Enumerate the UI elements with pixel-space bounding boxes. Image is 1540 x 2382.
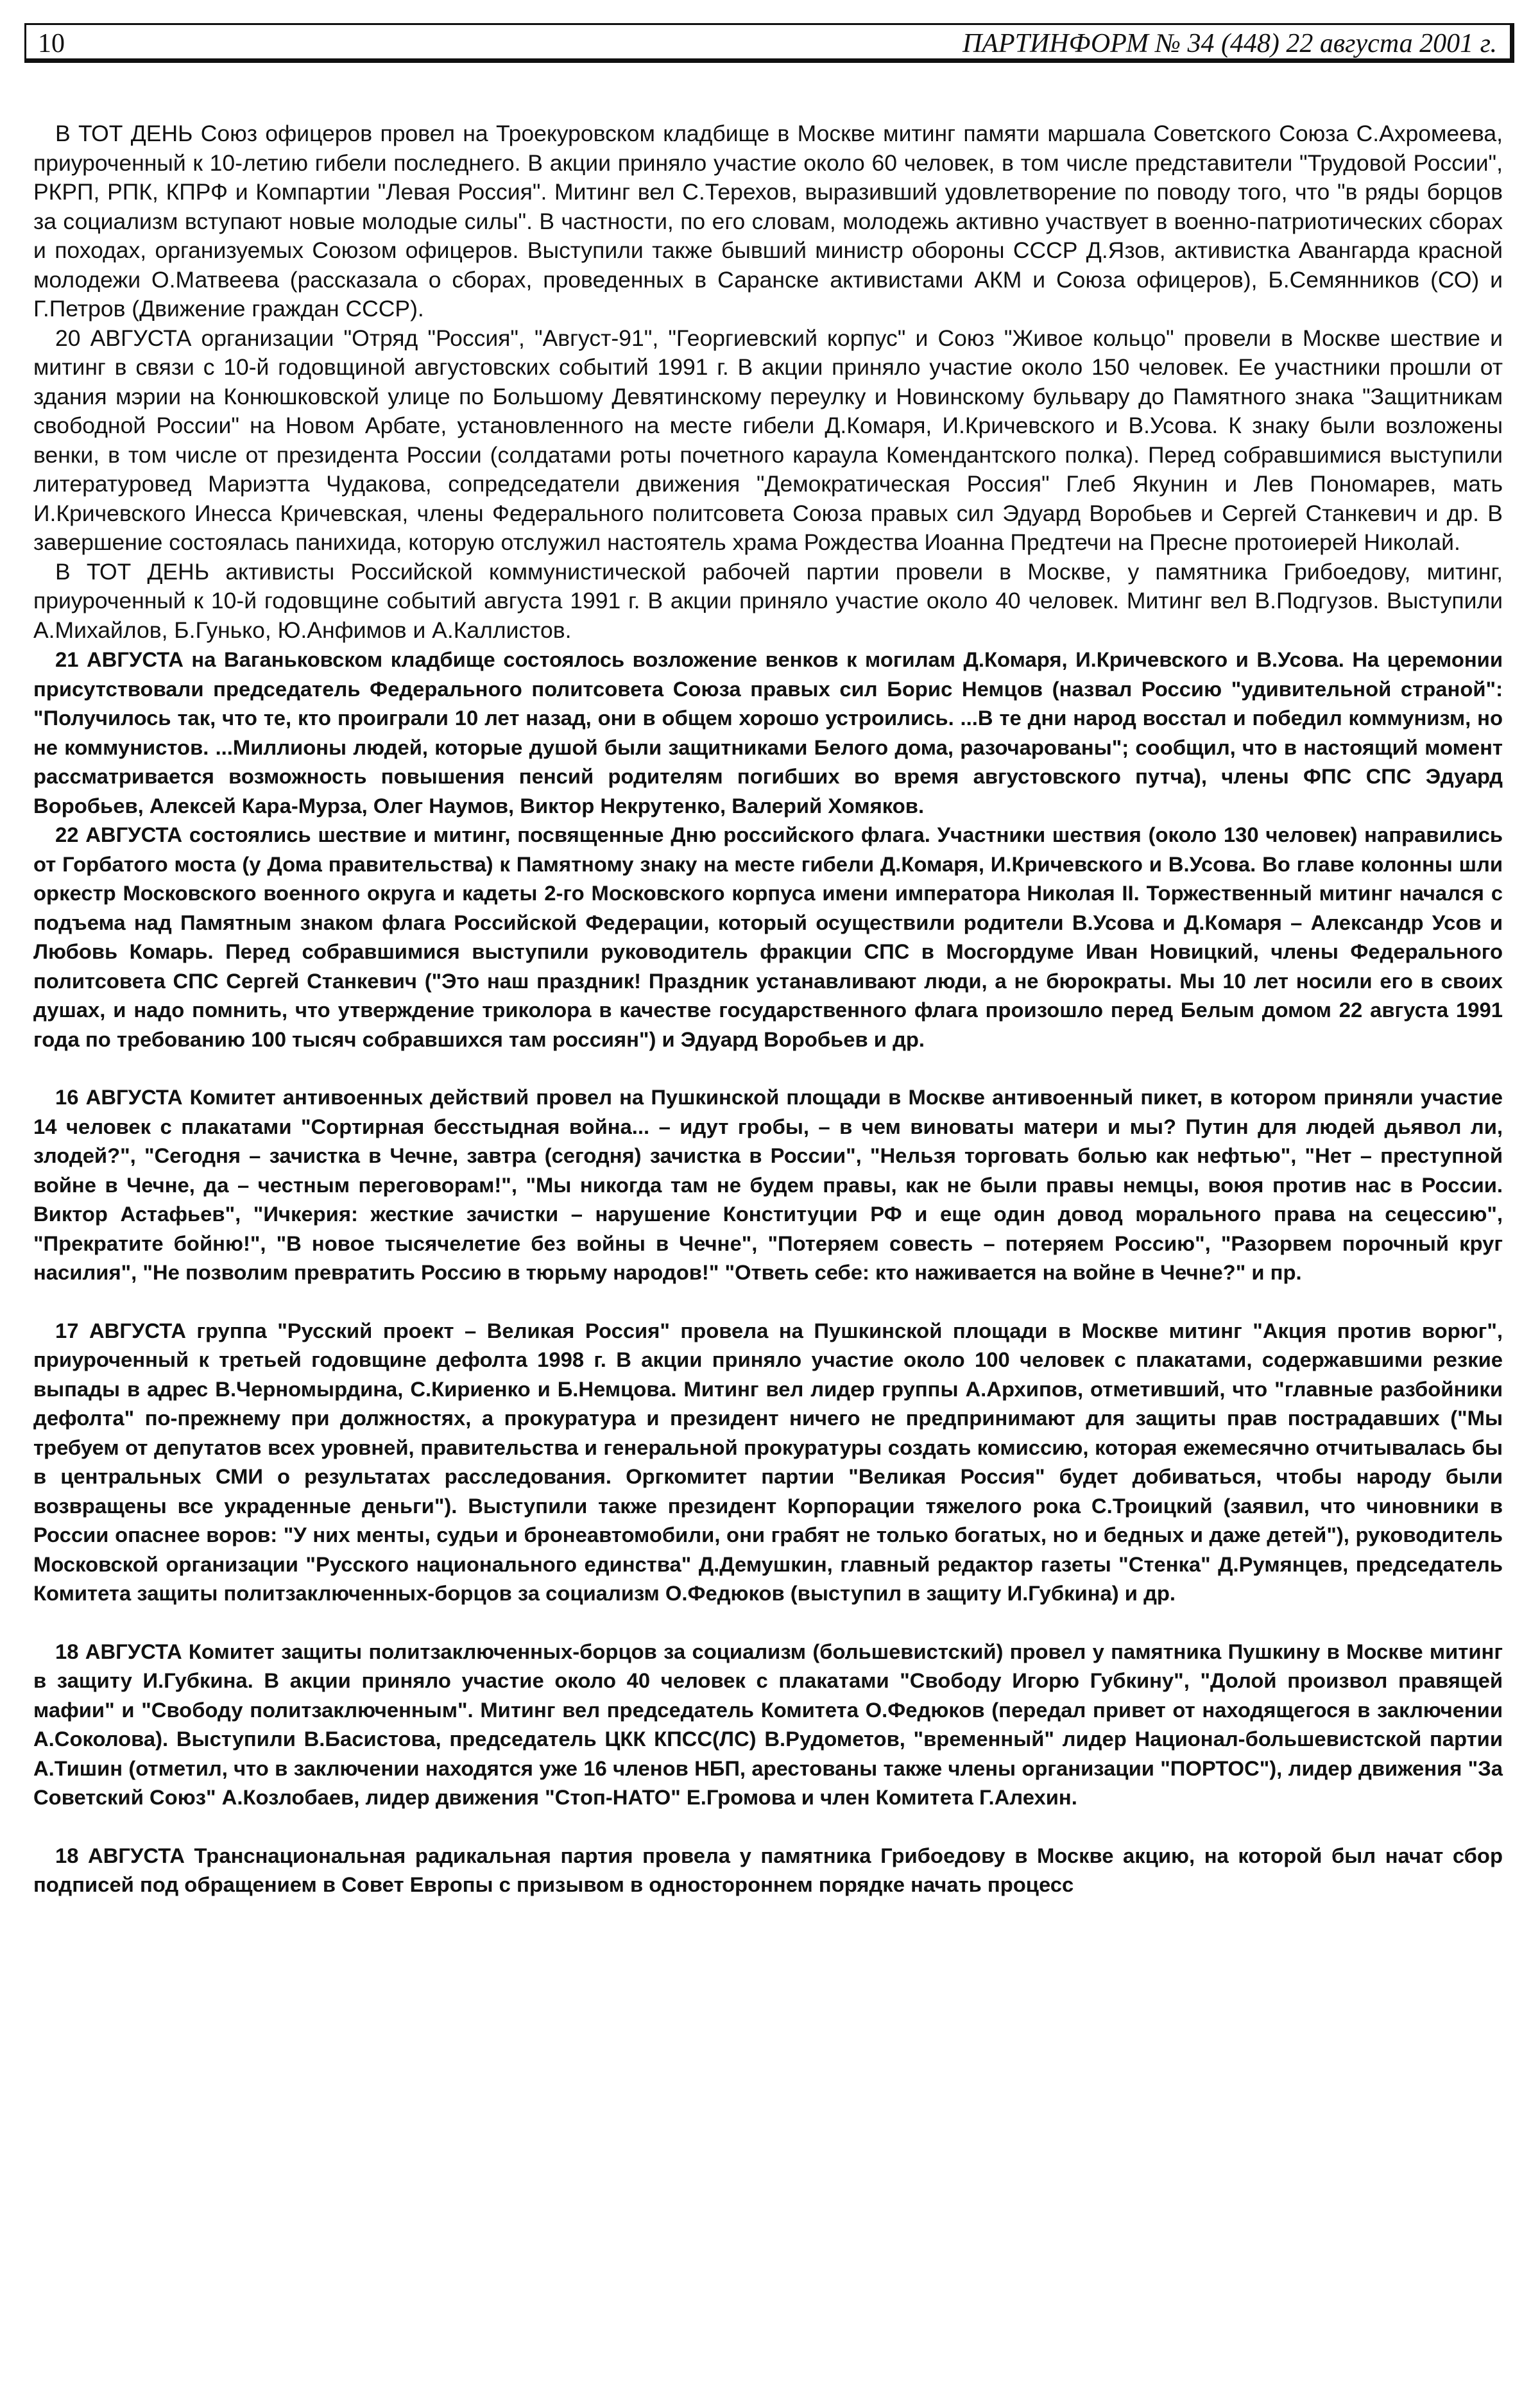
page-header bbox=[24, 23, 1514, 63]
paragraph-bold: 21 АВГУСТА на Ваганьковском кладбище состоялось возложение венков к могилам Д.Комаря, И.Кричевского и В.Усова. На церемонии присутствовали председатель Федерального политсовета Союза правых сил Борис Немцов (назвал Россию "удивительной страной": "Получилось так, что те, кто проиграли 10 лет назад, они в общем хорошо устроились. ...В те дни народ восстал и победил коммунизм, но не коммунистов. ...Миллионы людей, которые душой были защитниками Белого дома, разочарованы"; сообщил, что в настоящий момент рассматривается возможность повышения пенсий родителям погибших во время августовского путча), члены ФПС СПС Эдуард Воробьев, Алексей Кара-Мурза, Олег Наумов, Виктор Некрутенко, Валерий Хомяков. bbox=[33, 647, 1503, 818]
paragraph: 20 АВГУСТА организации "Отряд "Россия", "Август-91", "Георгиевский корпус" и Союз "Живое кольцо" провели в Москве шествие и митинг в связи с 10-й годовщиной августовских событий 1991 г. В акции приняло участие около 150 человек. Ее участники прошли от здания мэрии на Конюшковской улице по Большому Девятинскому переулку и Новинскому бульвару до Памятного знака "Защитникам свободной России" на Новом Арбате, установленного на месте гибели Д.Комаря, И.Кричевского и В.Усова. К знаку были возложены венки, в том числе от президента России (солдатами роты почетного караула Комендантского полка). Перед собравшимися выступили литературовед Мариэтта Чудакова, сопредседатели движения "Демократическая Россия" Глеб Якунин и Лев Пономарев, мать И.Кричевского Инесса Кричевская, члены Федерального политсовета Союза правых сил Эдуард Воробьев и Сергей Станкевич и др. В завершение состоялась панихида, которую отслужил настоятель храма Рождества Иоанна Предтечи на Пресне протоиерей Николай. bbox=[33, 325, 1503, 555]
page-number: 10 bbox=[38, 29, 65, 58]
paragraph-bold: 17 АВГУСТА группа "Русский проект – Великая Россия" провела на Пушкинской площади в Москве митинг "Акция против ворюг", приуроченный к третьей годовщине дефолта 1998 г. В акции приняло участие около 100 человек с плакатами, содержавшими резкие выпады в адрес В.Черномырдина, С.Кириенко и Б.Немцова. Митинг вел лидер группы А.Архипов, отметивший, что "главные разбойники дефолта" по-прежнему при должностях, а прокуратура и президент ничего не предпринимают для защиты прав пострадавших ("Мы требуем от депутатов всех уровней, правительства и генеральной прокуратуры создать комиссию, которая ежемесячно отчитывалась бы в центральных СМИ о результатах расследования. Оргкомитет партии "Великая Россия" будет добиваться, чтобы народу были возвращены все украденные деньги"). Выступили также президент Корпорации тяжелого рока С.Троицкий (заявил, что чиновники в России опаснее воров: "У них менты, судьи и бронеавтомобили, они грабят не только богатых, но и бедных и даже детей"), руководитель Московской организации "Русского национального единства" Д.Демушкин, главный редактор газеты "Стенка" Д.Румянцев, председатель Комитета защиты политзаключенных-борцов за социализм О.Федюков (выступил в защиту И.Губкина) и др. bbox=[33, 1318, 1503, 1605]
spacer bbox=[33, 1287, 1503, 1316]
paragraph-bold: 18 АВГУСТА Транснациональная радикальная партия провела у памятника Грибоедову в Москве акцию, на которой был начат сбор подписей под обращением в Совет Европы с призывом в одностороннем порядке начать процесс bbox=[33, 1843, 1503, 1896]
paragraph: В ТОТ ДЕНЬ активисты Российской коммунистической рабочей партии провели в Москве, у памятника Грибоедову, митинг, приуроченный к 10-й годовщине событий августа 1991 г. В акции приняло участие около 40 человек. Митинг вел В.Подгузов. Выступили А.Михайлов, Б.Гунько, Ю.Анфимов и А.Каллистов. bbox=[33, 558, 1503, 643]
paragraph-bold: 22 АВГУСТА состоялись шествие и митинг, посвященные Дню российского флага. Участники шествия (около 130 человек) направились от Горбатого моста (у Дома правительства) к Памятному знаку на месте гибели Д.Комаря, И.Кричевского и В.Усова. Во главе колонны шли оркестр Московского военного округа и кадеты 2-го Московского корпуса имени императора Николая II. Торжественный митинг начался с подъема над Памятным знаком флага Российской Федерации, который осуществили родители В.Усова и Д.Комаря – Александр Усов и Любовь Комарь. Перед собравшимися выступили руководитель фракции СПС в Мосгордуме Иван Новицкий, члены Федерального политсовета СПС Сергей Станкевич ("Это наш праздник! Праздник устанавливают люди, а не бюрократы. Мы 10 лет носили его в своих душах, и надо помнить, что утверждение триколора в качестве государственного флага произошло перед Белым домом 22 августа 1991 года по требованию 100 тысяч собравшихся там россиян") и Эдуард Воробьев и др. bbox=[33, 823, 1503, 1051]
paragraph: В ТОТ ДЕНЬ Союз офицеров провел на Троекуровском кладбище в Москве митинг памяти маршала Советского Союза С.Ахромеева, приуроченный к 10-летию гибели последнего. В акции приняло участие около 60 человек, в том числе представители "Трудовой России", РКРП, РПК, КПРФ и Компартии "Левая Россия". Митинг вел С.Терехов, выразивший удовлетворение по поводу того, что "в ряды борцов за социализм вступают новые молодые силы". В частности, по его словам, молодежь активно участвует в военно-патриотических сборах и походах, организуемых Союзом офицеров. Выступили также бывший министр обороны СССР Д.Язов, активистка Авангарда красной молодежи О.Матвеева (рассказала о сборах, проведенных в Саранске активистами АКМ и Союза офицеров), Б.Семянников (СО) и Г.Петров (Движение граждан СССР). bbox=[33, 121, 1503, 321]
issue-line: ПАРТИНФОРМ № 34 (448) 22 августа 2001 г. bbox=[962, 29, 1497, 58]
spacer bbox=[33, 1608, 1503, 1637]
spacer bbox=[33, 1812, 1503, 1841]
paragraph-bold: 18 АВГУСТА Комитет защиты политзаключенных-борцов за социализм (большевистский) провел у памятника Пушкину в Москве митинг в защиту И.Губкина. В акции приняло участие около 40 человек с плакатами "Свободу Игорю Губкину", "Долой произвол правящей мафии" и "Свободу политзаключенным". Митинг вел председатель Комитета О.Федюков (передал привет от находящегося в заключении А.Соколова). Выступили В.Басистова, председатель ЦКК КПСС(ЛС) В.Рудометов, "временный" лидер Национал-большевистской партии А.Тишин (отметил, что в заключении находятся уже 16 членов НБП, арестованы также члены организации "ПОРТОС"), лидер движения "За Советский Союз" А.Козлобаев, лидер движения "Стоп-НАТО" Е.Громова и член Комитета Г.Алехин. bbox=[33, 1639, 1503, 1809]
article-body bbox=[33, 119, 1503, 1899]
spacer bbox=[33, 1054, 1503, 1083]
paragraph-bold: 16 АВГУСТА Комитет антивоенных действий провел на Пушкинской площади в Москве антивоенный пикет, в котором приняли участие 14 человек с плакатами "Сортирная бесстыдная война... – идут гробы, – в чем виноваты матери и мы? Путин для людей дьявол ли, злодей?", "Сегодня – зачистка в Чечне, завтра (сегодня) зачистка в России", "Нельзя торговать болью как нефтью", "Нет – преступной войне в Чечне, да – честным переговорам!", "Мы никогда там не будем правы, как не были правы немцы, воюя против нас в России. Виктор Астафьев", "Ичкерия: жесткие зачистки – нарушение Конституции РФ и еще один довод морального права на сецессию", "Прекратите бойню!", "В новое тысячелетие без войны в Чечне", "Потеряем совесть – потеряем Россию", "Разорвем порочный круг насилия", "Не позволим превратить Россию в тюрьму народов!" "Ответь себе: кто наживается на войне в Чечне?" и пр. bbox=[33, 1085, 1503, 1284]
